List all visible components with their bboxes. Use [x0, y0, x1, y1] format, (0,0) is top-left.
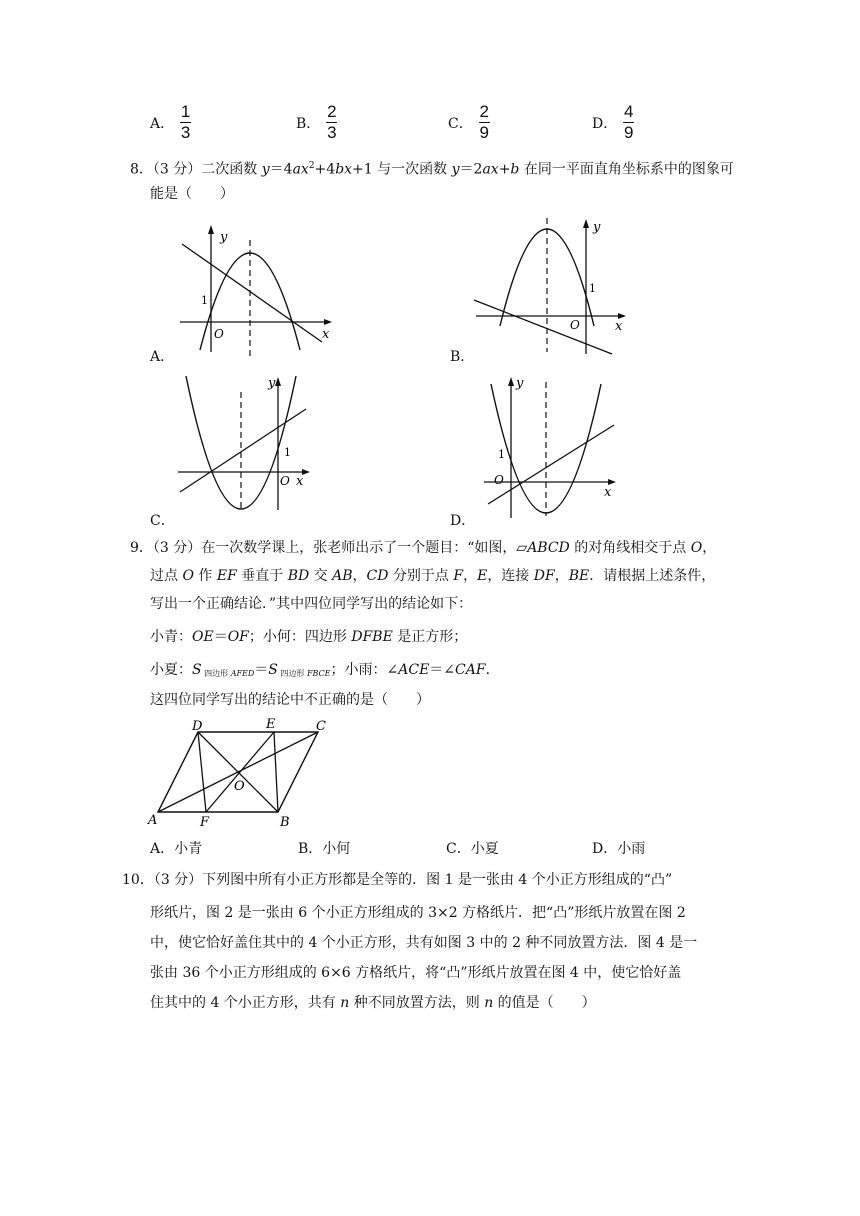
numerator: 2 [327, 102, 337, 121]
denominator: 9 [479, 123, 489, 142]
q8-option-b-label: B． [450, 349, 475, 365]
numerator: 4 [624, 102, 634, 121]
svg-text:A: A [148, 813, 158, 828]
option-label: B． [296, 115, 321, 132]
q9-parallelogram-figure [144, 714, 344, 830]
q8-graph-d [478, 372, 628, 522]
svg-text:x: x [322, 327, 330, 342]
svg-text:x: x [604, 485, 612, 500]
fraction [623, 104, 634, 141]
option-label: A． [150, 115, 175, 132]
q9-stem-line4: 小青：OE＝OF；小何：四边形 DFBE 是正方形； [150, 629, 468, 645]
q7-option-a [150, 104, 296, 141]
q7-option-b [296, 104, 448, 141]
svg-text:1: 1 [201, 294, 208, 307]
svg-text:F: F [200, 815, 210, 830]
denominator: 3 [180, 123, 191, 142]
svg-text:D: D [192, 719, 203, 734]
svg-text:y: y [268, 376, 276, 391]
q9-option-b: B．小何 [298, 841, 351, 857]
q9-option-c: C．小夏 [446, 841, 499, 857]
svg-text:B: B [280, 815, 290, 830]
q9-option-d: D．小雨 [592, 841, 646, 857]
q10-stem-line5: 住其中的 4 个小正方形，共有 n 种不同放置方法，则 n 的值是（ ） [150, 995, 596, 1011]
q9-stem-line6: 这四位同学写出的结论中不正确的是（ ） [150, 692, 430, 708]
q7-option-c [448, 104, 592, 141]
q10-stem-line1: 10．（3 分）下列图中所有小正方形都是全等的．图 1 是一张由 4 个小正方形组成的“凸” [122, 872, 673, 888]
svg-text:1: 1 [498, 448, 505, 461]
q8-graph-c [172, 372, 322, 522]
option-label: D． [592, 115, 618, 132]
q9-options [150, 838, 645, 858]
denominator: 9 [624, 123, 634, 142]
svg-text:O: O [280, 474, 290, 488]
svg-text:x: x [615, 319, 623, 334]
q7-options [150, 104, 634, 141]
q9-stem-line1: 9．（3 分）在一次数学课上，张老师出示了一个题目：“如图，▱ABCD 的对角线相交于点 O， [130, 540, 717, 556]
q8-option-a-label: A． [150, 349, 175, 365]
q8-option-d-label: D． [450, 513, 476, 529]
numerator: 2 [479, 102, 489, 121]
q8-option-c-label: C． [150, 513, 175, 529]
svg-text:1: 1 [284, 446, 291, 459]
svg-text:y: y [593, 220, 601, 235]
q8-stem-line1: 8．（3 分）二次函数 $y=4ax^2+4bx+1$ 与一次函数 y＝2ax+b 在同一平面直角坐标系中的图象可 [130, 161, 734, 178]
fraction [180, 104, 191, 141]
q8-graph-a [170, 222, 340, 362]
svg-text:x: x [296, 474, 304, 489]
q9-stem-line5: 小夏：S $_{四边形}$ $_{AFED}$＝S $_{四边形}$ $_{FBCE}$；小雨：∠ACE＝∠CAF． [150, 662, 500, 678]
option-label: C． [448, 115, 473, 132]
q8-graph-b [470, 212, 640, 360]
numerator: 1 [180, 102, 191, 121]
q9-stem-line3: 写出一个正确结论．”其中四位同学写出的结论如下： [150, 596, 473, 612]
svg-text:O: O [234, 779, 245, 794]
q10-stem-line4: 张由 36 个小正方形组成的 6×6 方格纸片，将“凸”形纸片放置在图 4 中，使它恰好盖 [150, 965, 682, 981]
svg-text:y: y [220, 230, 228, 245]
q9-option-a: A．小青 [150, 841, 203, 857]
fraction [326, 104, 337, 141]
svg-text:O: O [214, 327, 224, 341]
svg-text:E: E [266, 717, 276, 732]
svg-text:C: C [316, 719, 326, 734]
q7-option-d [592, 104, 634, 141]
denominator: 3 [327, 123, 337, 142]
q10-stem-line3: 中，使它恰好盖住其中的 4 个小正方形，共有如图 3 中的 2 种不同放置方法．图 4 是一 [150, 935, 698, 951]
q10-stem-line2: 形纸片，图 2 是一张由 6 个小正方形组成的 3×2 方格纸片．把“凸”形纸片放置在图 2 [150, 905, 686, 921]
svg-text:O: O [494, 473, 504, 487]
svg-text:y: y [516, 376, 524, 391]
q9-stem-line2: 过点 O 作 EF 垂直于 BD 交 AB，CD 分别于点 F，E，连接 DF，BE．请根据上述条件， [150, 568, 716, 584]
q8-stem-line2: 能是（ ） [150, 186, 234, 202]
svg-text:1: 1 [589, 282, 596, 295]
svg-text:O: O [570, 318, 580, 332]
fraction [479, 104, 490, 141]
